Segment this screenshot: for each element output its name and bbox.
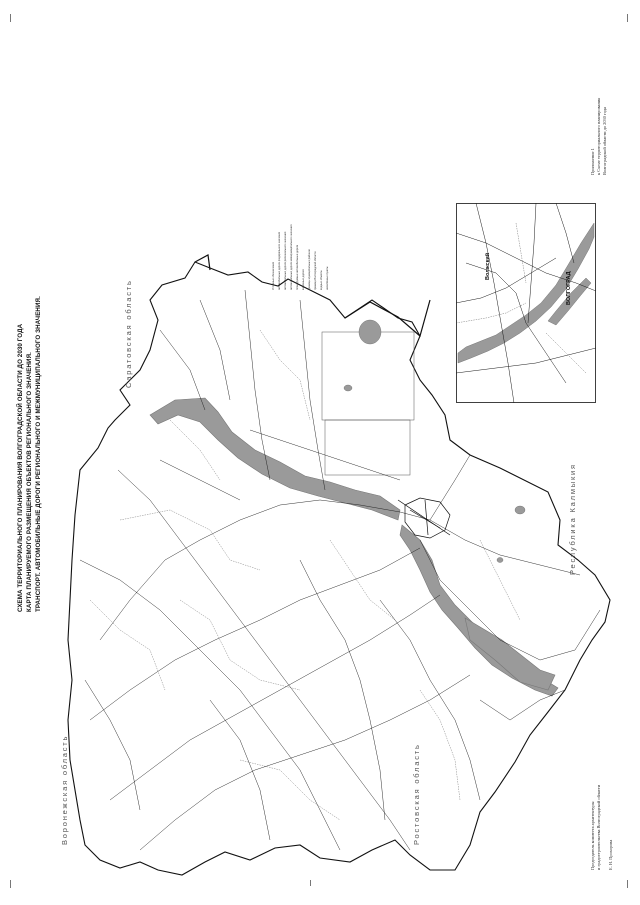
appendix-line: к Схеме территориального планирования — [596, 97, 601, 175]
neighbor-label-north-east: Саратовская область — [124, 279, 133, 388]
volga-river — [150, 398, 558, 696]
appendix-line: Волгоградской области до 2030 года — [602, 107, 607, 175]
signature: Е. Н. Прохорова — [608, 839, 613, 870]
inset-town-label: Волжский — [485, 252, 491, 280]
appendix-line: Приложение 1 — [590, 148, 595, 175]
legend — [272, 224, 352, 292]
map-title: СХЕМА ТЕРРИТОРИАЛЬНОГО ПЛАНИРОВАНИЯ ВОЛГОГРАДСКОЙ ОБЛАСТИ ДО 2030 ГОДА — [17, 323, 24, 612]
legend-item: водные объекты — [320, 270, 323, 290]
legend-item: автомобильные дороги федерального значения — [278, 231, 281, 290]
legend-item: автомобильные дороги регионального значения — [284, 231, 287, 290]
map-subtitle-2: ТРАНСПОРТ. АВТОМОБИЛЬНЫЕ ДОРОГИ РЕГИОНАЛЬНОГО И МЕЖМУНИЦИПАЛЬНОГО ЗНАЧЕНИЯ. — [35, 296, 42, 612]
legend-item: железные дороги — [302, 269, 305, 290]
legend-item: граница Волгоградской области — [314, 251, 317, 290]
inset-map — [456, 203, 596, 403]
neighbor-label-east: Республика Калмыкия — [568, 463, 577, 575]
neighbor-label-west: Воронежская область — [60, 734, 69, 845]
legend-item: Условные обозначения — [272, 261, 275, 290]
legend-item: автомобильные дороги межмуниципального значения — [290, 224, 293, 290]
approval-line: и градостроительства Волгоградской области — [596, 784, 601, 870]
legend-item: границы муниципальных районов — [308, 249, 311, 290]
zone-outline — [322, 332, 414, 420]
district-borders — [90, 330, 520, 820]
neighbor-label-south: Ростовская область — [412, 743, 421, 845]
approval-line: Председатель комитета архитектуры — [590, 801, 595, 870]
legend-item: планируемые автомобильные дороги — [296, 244, 299, 290]
map-subtitle: КАРТА ПЛАНИРУЕМОГО РАЗМЕЩЕНИЯ ОБЪЕКТОВ РЕГИОНАЛЬНОГО ЗНАЧЕНИЯ. — [26, 352, 33, 612]
zone-outline — [325, 420, 410, 475]
legend-item: населённые пункты — [326, 266, 329, 290]
inset-city-label: ВОЛГОГРАД — [566, 271, 572, 305]
